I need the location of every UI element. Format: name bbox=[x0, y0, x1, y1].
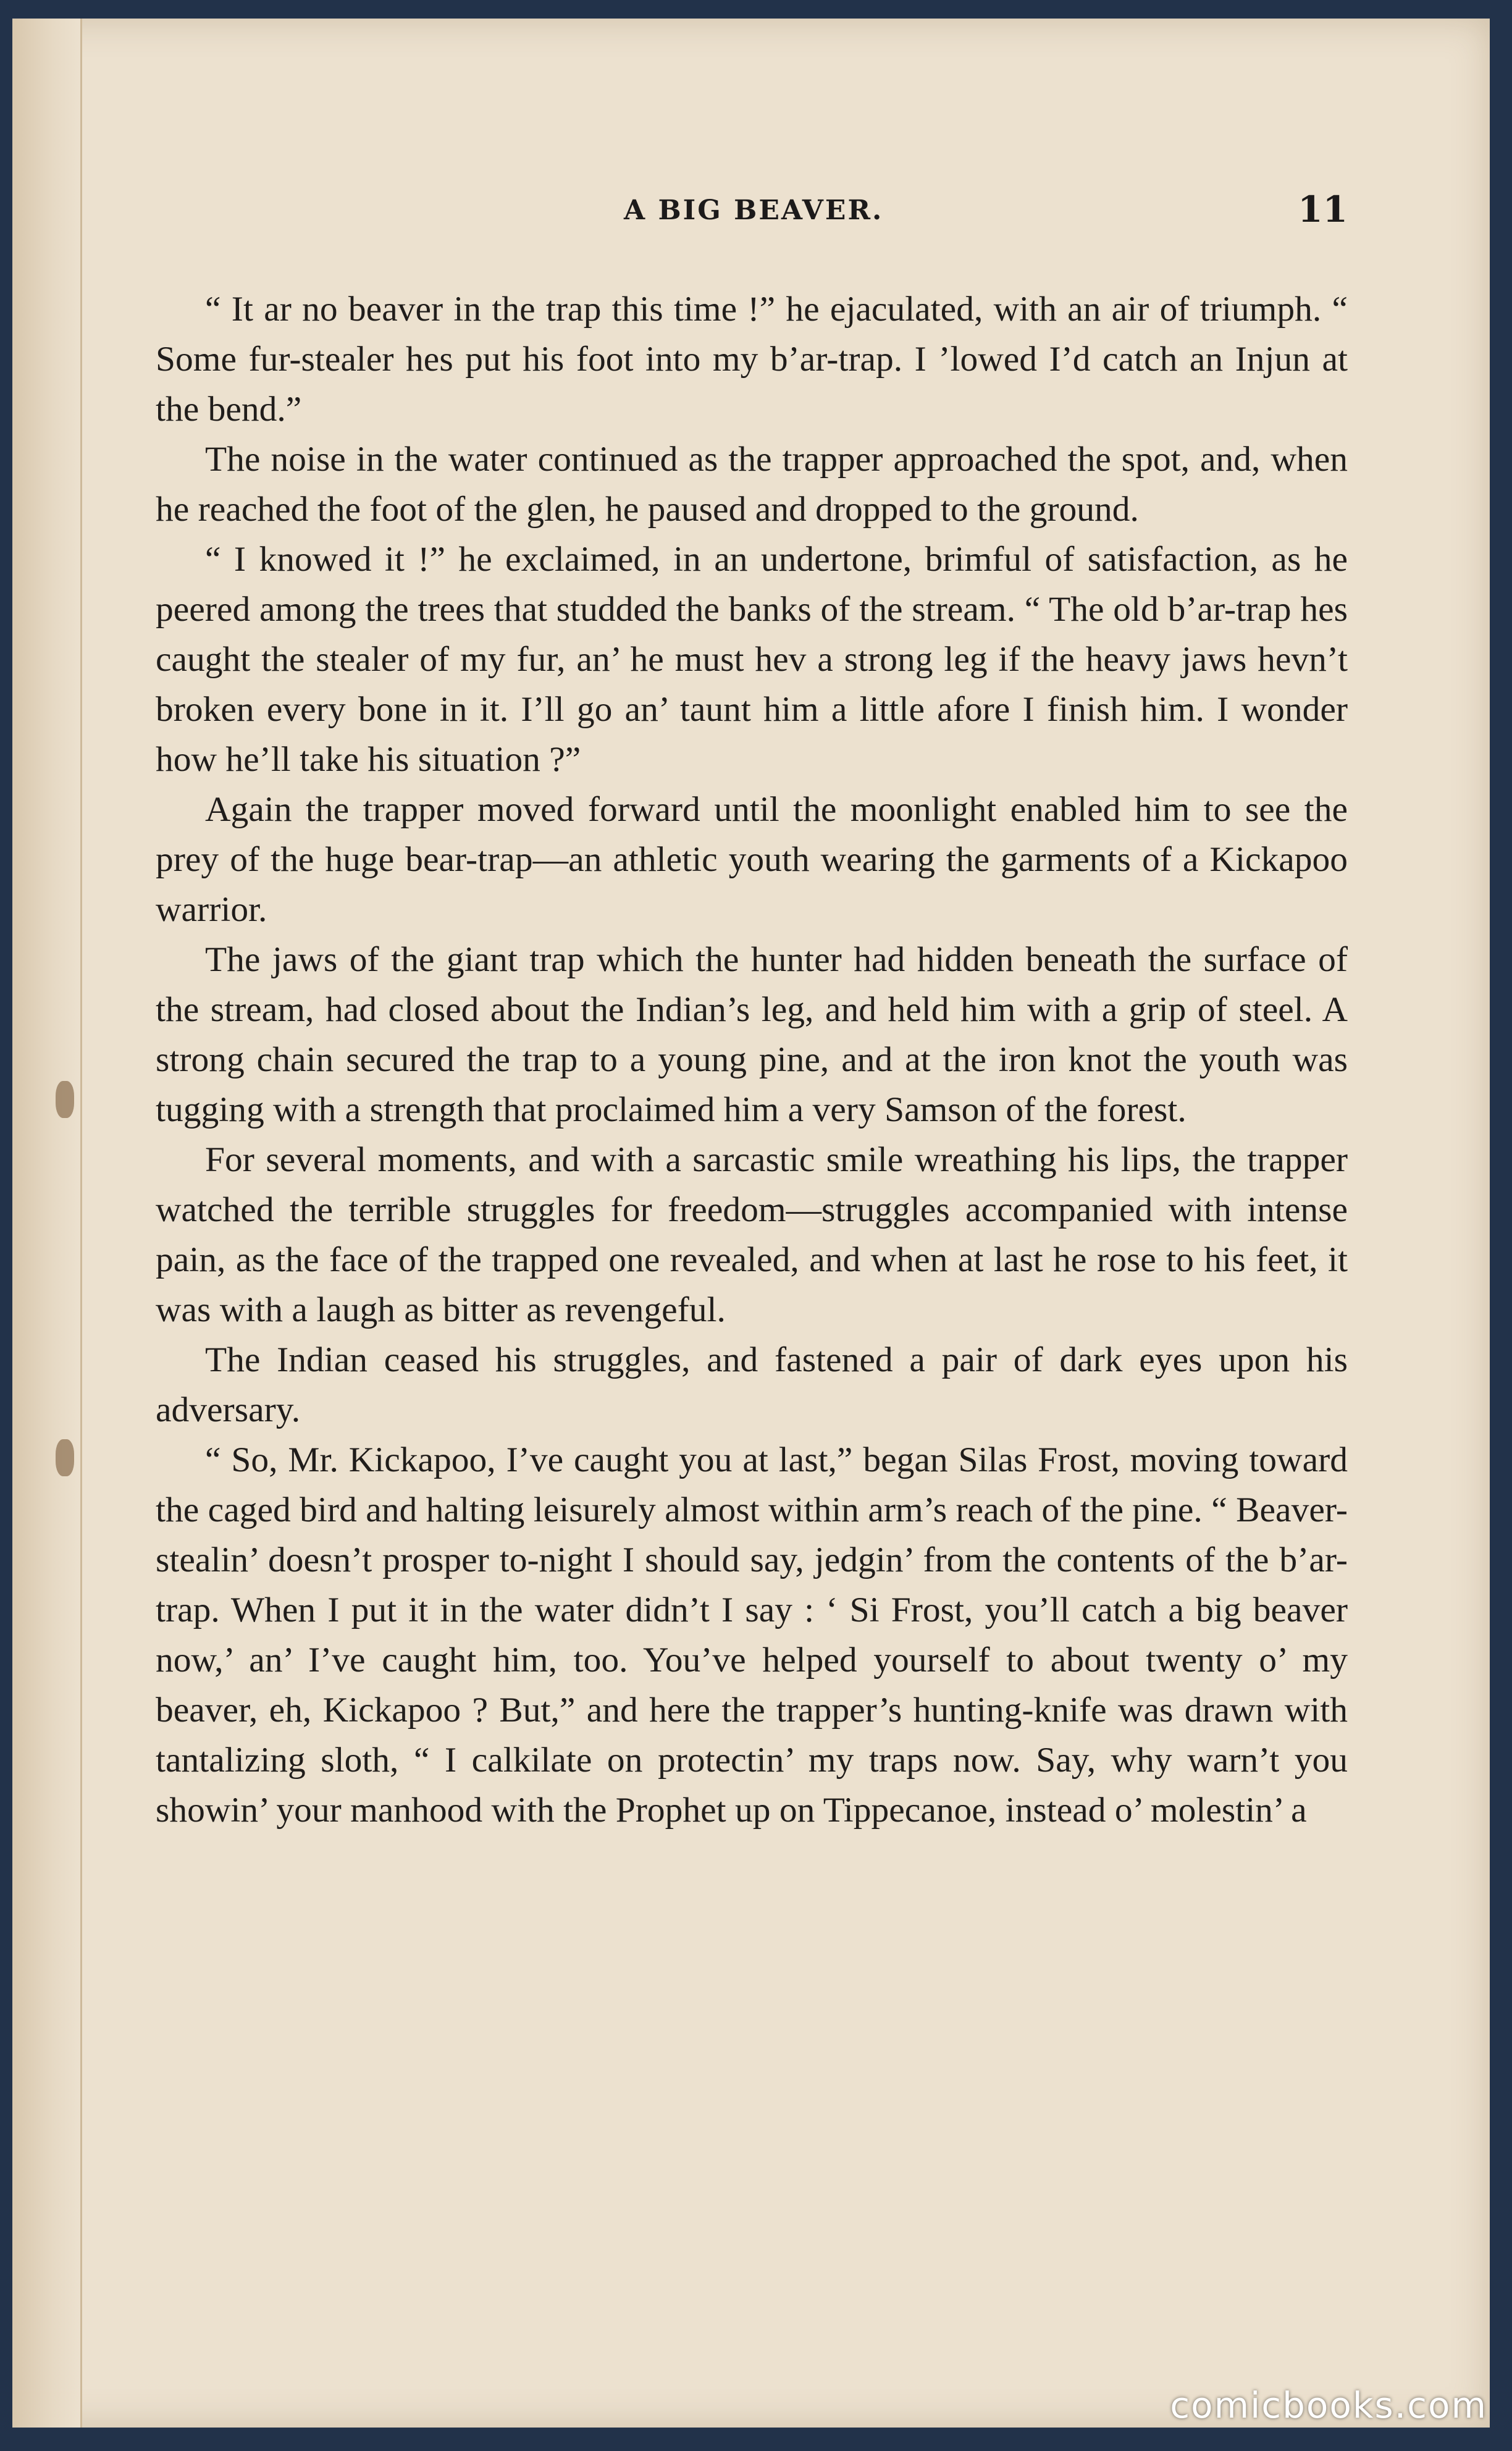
paragraph: The noise in the water continued as the trapper approached the spot, and, when he reached the foot of the glen, he paused and dropped to the ground. bbox=[156, 440, 1348, 529]
watermark: comicbooks.com bbox=[1170, 2384, 1487, 2426]
paragraph: Again the trapper moved forward until the moonlight enabled him to see the prey of the huge bear-trap—an athletic youth wearing the garments of a Kickapoo warrior. bbox=[156, 790, 1348, 929]
paragraph: The Indian ceased his struggles, and fastened a pair of dark eyes upon his adversary. bbox=[156, 1340, 1348, 1429]
paragraph: The jaws of the giant trap which the hunter had hidden beneath the surface of the stream, had closed about the Indian’s leg, and held him with a grip of steel. A strong chain secured the trap to a young pine, and at the iron knot the youth was tugging with a strength that proclaimed him a very Samson of the forest. bbox=[156, 940, 1348, 1129]
page-gutter bbox=[12, 19, 82, 2428]
binding-stain bbox=[56, 1439, 74, 1476]
book-page bbox=[12, 19, 1490, 2428]
binding-stain bbox=[56, 1081, 74, 1118]
paragraph: “ So, Mr. Kickapoo, I’ve caught you at last,” began Silas Frost, moving toward the caged bird and halting leisurely almost within arm’s reach of the pine. “ Beaver-stealin’ doesn’t prosper to-night I should say, jedgin’ from the contents of the b’ar-trap. When I put it in the water didn’t I say : ‘ Si Frost, you’ll catch a big beaver now,’ an’ I’ve caught him, too. You’ve helped yourself to about twenty o’ my beaver, eh, Kickapoo ? But,” and here the trapper’s hunting-knife was drawn with tantalizing sloth, “ I calkilate on protectin’ my traps now. Say, why warn’t you showin’ your manhood with the Prophet up on Tippecanoe, instead o’ molestin’ a bbox=[156, 1440, 1348, 1830]
paragraph: For several moments, and with a sarcastic smile wreathing his lips, the trapper watched the terrible struggles for freedom—struggles accompanied with intense pain, as the face of the trapped one revealed, and when at last he rose to his feet, it was with a laugh as bitter as revengeful. bbox=[156, 1140, 1348, 1329]
running-title: A BIG BEAVER. bbox=[624, 195, 884, 226]
paragraph: “ I knowed it !” he exclaimed, in an undertone, brimful of satisfaction, as he peered among the trees that studded the banks of the stream. “ The old b’ar-trap hes caught the stealer of my fur, an’ he must hev a strong leg if the heavy jaws hevn’t broken every bone in it. I’ll go an’ taunt him a little afore I finish him. I wonder how he’ll take his situation ?” bbox=[156, 540, 1348, 779]
body-text bbox=[156, 284, 1348, 1835]
page-number: 11 bbox=[1298, 188, 1348, 230]
paragraph: “ It ar no beaver in the trap this time !” he ejaculated, with an air of triumph. “ Some fur-stealer hes put his foot into my b’ar-trap. I ’lowed I’d catch an Injun at the bend.” bbox=[156, 290, 1348, 429]
page-header bbox=[12, 188, 1490, 238]
